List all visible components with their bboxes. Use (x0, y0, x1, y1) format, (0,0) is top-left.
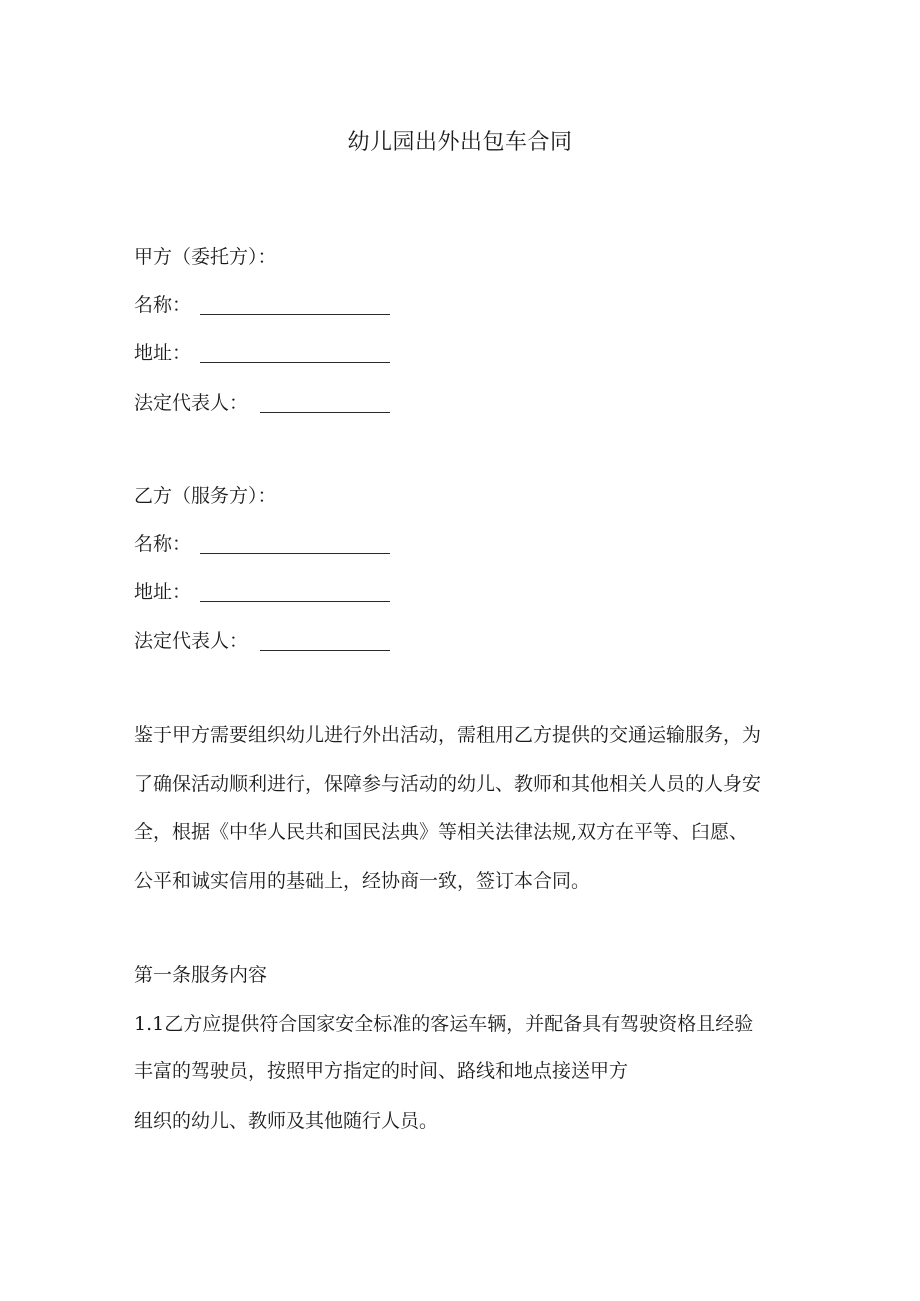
party-b-rep-blank (260, 650, 390, 651)
party-a-heading: 甲方（委托方）： (134, 246, 277, 268)
party-b-name-blank (200, 553, 390, 554)
party-b-name-label: 名称： (134, 533, 192, 555)
article-1-heading: 第一条服务内容 (134, 964, 268, 986)
party-a-address-label: 地址： (134, 342, 192, 364)
party-b-address-field (134, 579, 191, 605)
document-title: 幼儿园出外出包车合同 (347, 130, 573, 155)
party-a-name-label: 名称： (134, 294, 192, 316)
party-a-name-blank (200, 314, 390, 315)
party-b-rep-label: 法定代表人： (134, 630, 249, 652)
party-b-name-field (134, 531, 191, 557)
party-a-name-field (134, 292, 191, 318)
party-b-address-blank (200, 601, 390, 602)
party-b-rep-field (134, 628, 248, 654)
clause-1-1-line: 1.1乙方应提供符合国家安全标准的客运车辆，并配备具有驾驶资格且经验 (134, 1013, 754, 1035)
party-a-address-field (134, 340, 191, 366)
party-b-address-label: 地址： (134, 581, 192, 603)
preamble-line: 了确保活动顺利进行，保障参与活动的幼儿、教师和其他相关人员的人身安 (134, 773, 762, 795)
clause-1-1-continuation: 组织的幼儿、教师及其他随行人员。 (134, 1110, 439, 1132)
party-b-heading: 乙方（服务方）： (134, 485, 277, 507)
party-a-rep-field (134, 390, 248, 416)
preamble-line: 全，根据《中华人民共和国民法典》等相关法律法规,双方在平等、臼愿、 (134, 821, 749, 843)
preamble-line: 鉴于甲方需要组织幼儿进行外出活动，需租用乙方提供的交通运输服务，为 (134, 724, 762, 746)
party-a-rep-label: 法定代表人： (134, 392, 249, 414)
party-a-rep-blank (260, 412, 390, 413)
clause-1-1-line: 丰富的驾驶员，按照甲方指定的时间、路线和地点接送甲方 (134, 1060, 629, 1082)
party-a-address-blank (200, 362, 390, 363)
preamble-line: 公平和诚实信用的基础上，经协商一致，签订本合同。 (134, 870, 591, 892)
